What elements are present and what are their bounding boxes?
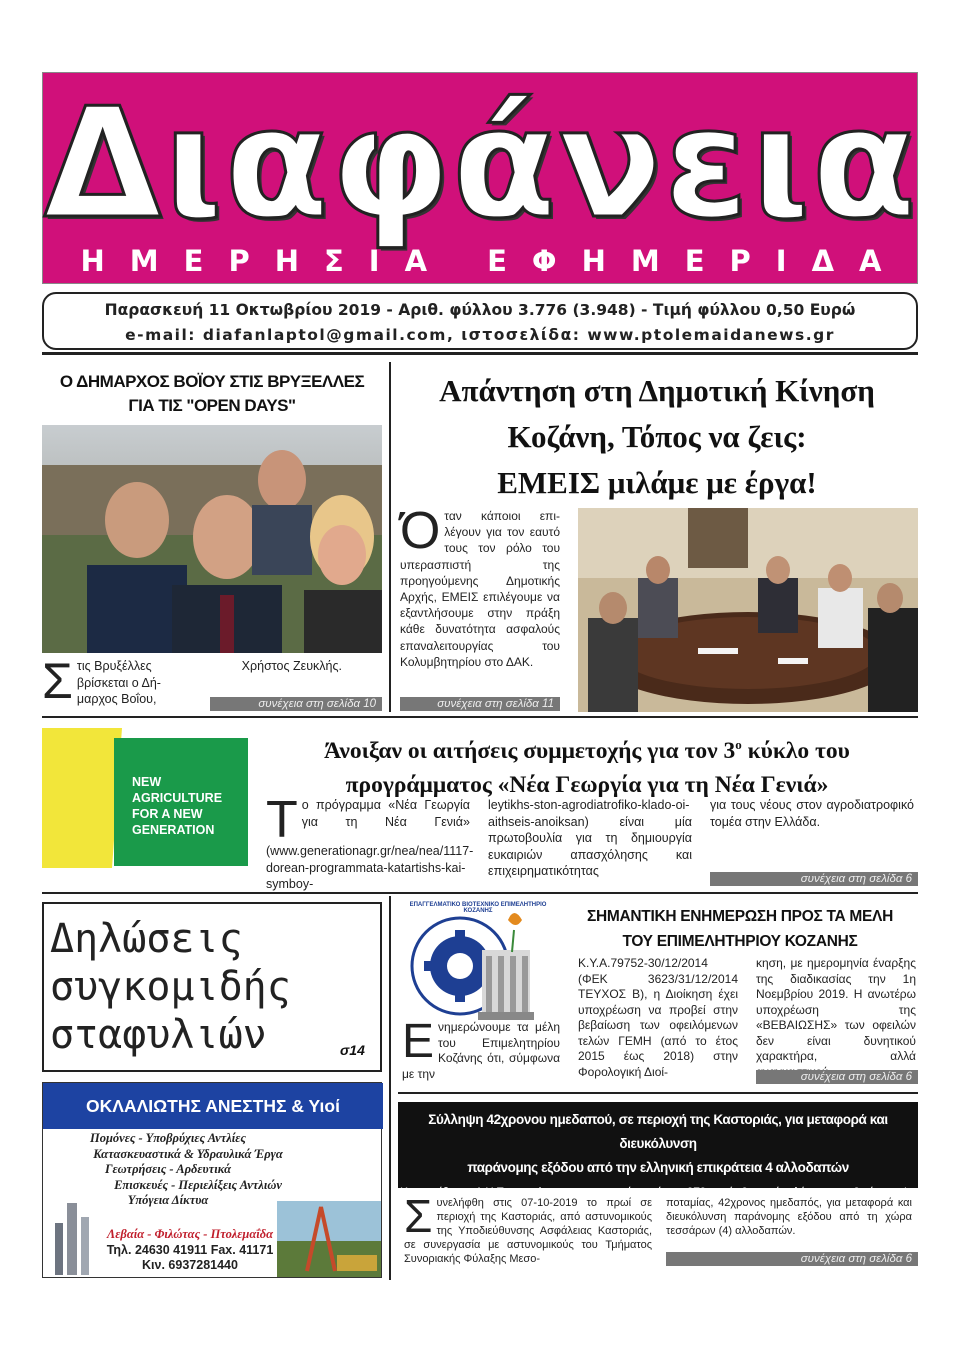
arrest-continue-link[interactable]: συνέχεια στη σελίδα 6: [666, 1252, 918, 1266]
reply-continue-link[interactable]: συνέχεια στη σελίδα 11: [400, 697, 560, 711]
meeting-photo: [578, 508, 918, 712]
column-divider: [389, 362, 391, 712]
harvest-box: Δηλώσεις συγκομιδής σταφυλιών σ14: [42, 902, 382, 1072]
agri-headline: Άνοιξαν οι αιτήσεις συμμετοχής για τον $3^o$ κύκλο του προγράμματος «Νέα Γεωργία για τη Νέα Γενιά»: [324, 737, 850, 798]
chamber-text-col2: Κ.Υ.Α.79752-30/12/2014 (ΦΕΚ 3623/31/12/2014 ΤΕΥΧΟΣ Β), η Διοίκηση έχει υποχρέωση να προβεί στην βεβαίωση των οφειλόμενων τελών ΓΕΜΗ (από το έτος 2015 έως 2018) στην Φορολογική Διοί-: [578, 956, 738, 1079]
reply-text: Ό ταν κάποιοι επι-λέγουν για τον εαυτό τους τον ρόλο του υπερασπιστή της προηγούμενης Δημοτικής Αρχής, ΕΜΕΙΣ επιλέγουμε να εξαντλήσουμε στην πράξη κάθε δυνατότητα ασφαλούς επαναλειτουργίας του Κολυμβητηρίου στο ΔΑΚ.: [400, 502, 560, 669]
ad-services: Πομόνες - Υποβρύχιες Αντλίες Κατασκευαστικά & Υδραυλικά Έργα Γεωτρήσεις - Αρδευτικά Επισκευές - Περιελίξεις Αντλιών Υπόγεια Δίκτυα: [90, 1131, 283, 1207]
mayor-photo: [42, 425, 382, 653]
chamber-continue-link[interactable]: συνέχεια στη σελίδα 6: [756, 1070, 918, 1084]
mayor-continue-link[interactable]: συνέχεια στη σελίδα 10: [210, 697, 382, 711]
column-divider: [389, 896, 391, 1280]
chamber-headline: ΣΗΜΑΝΤΙΚΗ ΕΝΗΜΕΡΩΣΗ ΠΡΟΣ ΤΑ ΜΕΛΗ ΤΟΥ ΕΠΙΜΕΛΗΤΗΡΙΟΥ ΚΟΖΑΝΗΣ: [586, 908, 893, 950]
arrest-text-col1: Σ υνελήφθη στις 07-10-2019 το πρωί σε περιοχή της Καστοριάς, από αστυνομικούς της Υποδιεύθυνσης Ασφάλειας Καστοριάς, σε συνεργασία με αστυνομικούς του Τμήματος Συνοριακής Φύλαξης Μεσο-: [404, 1190, 652, 1265]
agri-logo: NEW AGRICULTURE FOR A NEW GENERATION: [42, 728, 248, 868]
agri-text-col3: για τους νέους στον αγροδιατροφικό τομέα στην Ελλάδα.: [710, 798, 914, 829]
advertisement: [42, 1082, 382, 1278]
dropcap: Ό: [400, 502, 441, 560]
ad-title: ΟΚΛΑΛΙΩΤΗΣ ΑΝΕΣΤΗΣ & Υιοί: [43, 1083, 383, 1129]
header-divider: [42, 352, 918, 355]
issue-info-bar: [42, 292, 918, 350]
pump-icon: [47, 1203, 99, 1275]
harvest-page-ref[interactable]: σ14: [340, 1042, 365, 1058]
agri-continue-link[interactable]: συνέχεια στη σελίδα 6: [710, 872, 918, 886]
arrest-headline-box: Σύλληψη 42χρονου ημεδαπού, σε περιοχή της Καστοριάς, για μεταφορά και διευκόλυνση παράνομης εξόδου από την ελληνική επικράτεια 4 αλλοδαπών Κατασχέθηκαν Δ.Χ.Ε. αυτοκίνητο, το χρηματικό ποσό των 970 ευρώ, 6 κινητά τηλέφωνα και 9 κάρτες sim: [398, 1102, 918, 1188]
dropcap: Ε: [402, 1015, 435, 1068]
ad-contact: Λεβαία - Φιλώτας - Πτολεμαΐδα Τηλ. 24630 41911 Fax. 41171 Κιν. 6937281440: [106, 1227, 274, 1272]
dropcap: Τ: [266, 791, 298, 849]
contact-info: e-mail: diafanlaptol@gmail.com, ιστοσελίδα: www.ptolemaidanews.gr: [125, 326, 835, 344]
mayor-headline: Ο ΔΗΜΑΡΧΟΣ ΒΟΪΟΥ ΣΤΙΣ ΒΡΥΞΕΛΛΕΣ ΓΙΑ ΤΙΣ "OPEN DAYS": [59, 372, 365, 415]
chamber-text-col1: Ε νημερώνουμε τα μέλη του Επιμελητηρίου Κοζάνης ότι, σύμφωνα με την: [402, 1015, 560, 1081]
masthead: [42, 72, 918, 284]
mayor-text: Σ τις Βρυξέλλες Χρήστος Ζευκλής. βρίσκεται ο Δή- μαρχος Βοΐου,: [42, 653, 342, 709]
section-divider: [42, 892, 918, 894]
issue-info: Παρασκευή 11 Οκτωβρίου 2019 - Αριθ. φύλλου 3.776 (3.948) - Τιμή φύλλου 0,50 Ευρώ: [104, 301, 856, 319]
chamber-logo: ΕΠΑΓΓΕΛΜΑΤΙΚΟ ΒΙΟΤΕΧΝΙΚΟ ΕΠΙΜΕΛΗΤΗΡΙΟ ΚΟΖΑΝΗΣ: [398, 900, 558, 1026]
chamber-text-col3: κηση, με ημερομηνία έναρξης της διαδικασίας την 1η Νοεμβρίου 2019. Η ανωτέρω υποχρέωση της «ΒΕΒΑΙΩΣΗΣ» των οφειλών δεν είναι δυνητικού χαρακτήρα, αλλά: [756, 956, 916, 1063]
agri-text-col2: leytikhs-ston-agrodiatrofiko-klado-oi-aithseis-anoiksan) είναι μία πρωτοβουλία για τη δημιουργία ευκαιριών απασχόλησης και επιχειρηματικότητας: [488, 798, 692, 878]
section-divider: [398, 1092, 918, 1094]
dropcap: Σ: [404, 1190, 433, 1242]
drilling-rig-icon: [277, 1201, 381, 1277]
agri-text-col1: Τ ο πρόγραμμα «Νέα Γεωργία για τη Νέα Γενιά» (www.generationagr.gr/nea/nea/1117-dorean-programmata-katartishs-kai-symboy-: [266, 791, 474, 891]
reply-headline: Απάντηση στη Δημοτική Κίνηση Κοζάνη, Τόπος να ζεις: ΕΜΕΙΣ μιλάμε με έργα!: [439, 373, 875, 500]
section-divider: [42, 716, 918, 718]
newspaper-subtitle: ΗΜΕΡΗΣΙΑ ΕΦΗΜΕΡΙΔΑ: [80, 244, 907, 278]
dropcap: Σ: [42, 653, 73, 709]
newspaper-title: Διαφάνεια: [43, 75, 919, 252]
arrest-text-col2: ποταμίας, 42χρονος ημεδαπός, για μεταφορά και διευκόλυνση παράνομης εξόδου από τη χώρα τεσσάρων (4) αλλοδαπών.: [666, 1197, 912, 1237]
